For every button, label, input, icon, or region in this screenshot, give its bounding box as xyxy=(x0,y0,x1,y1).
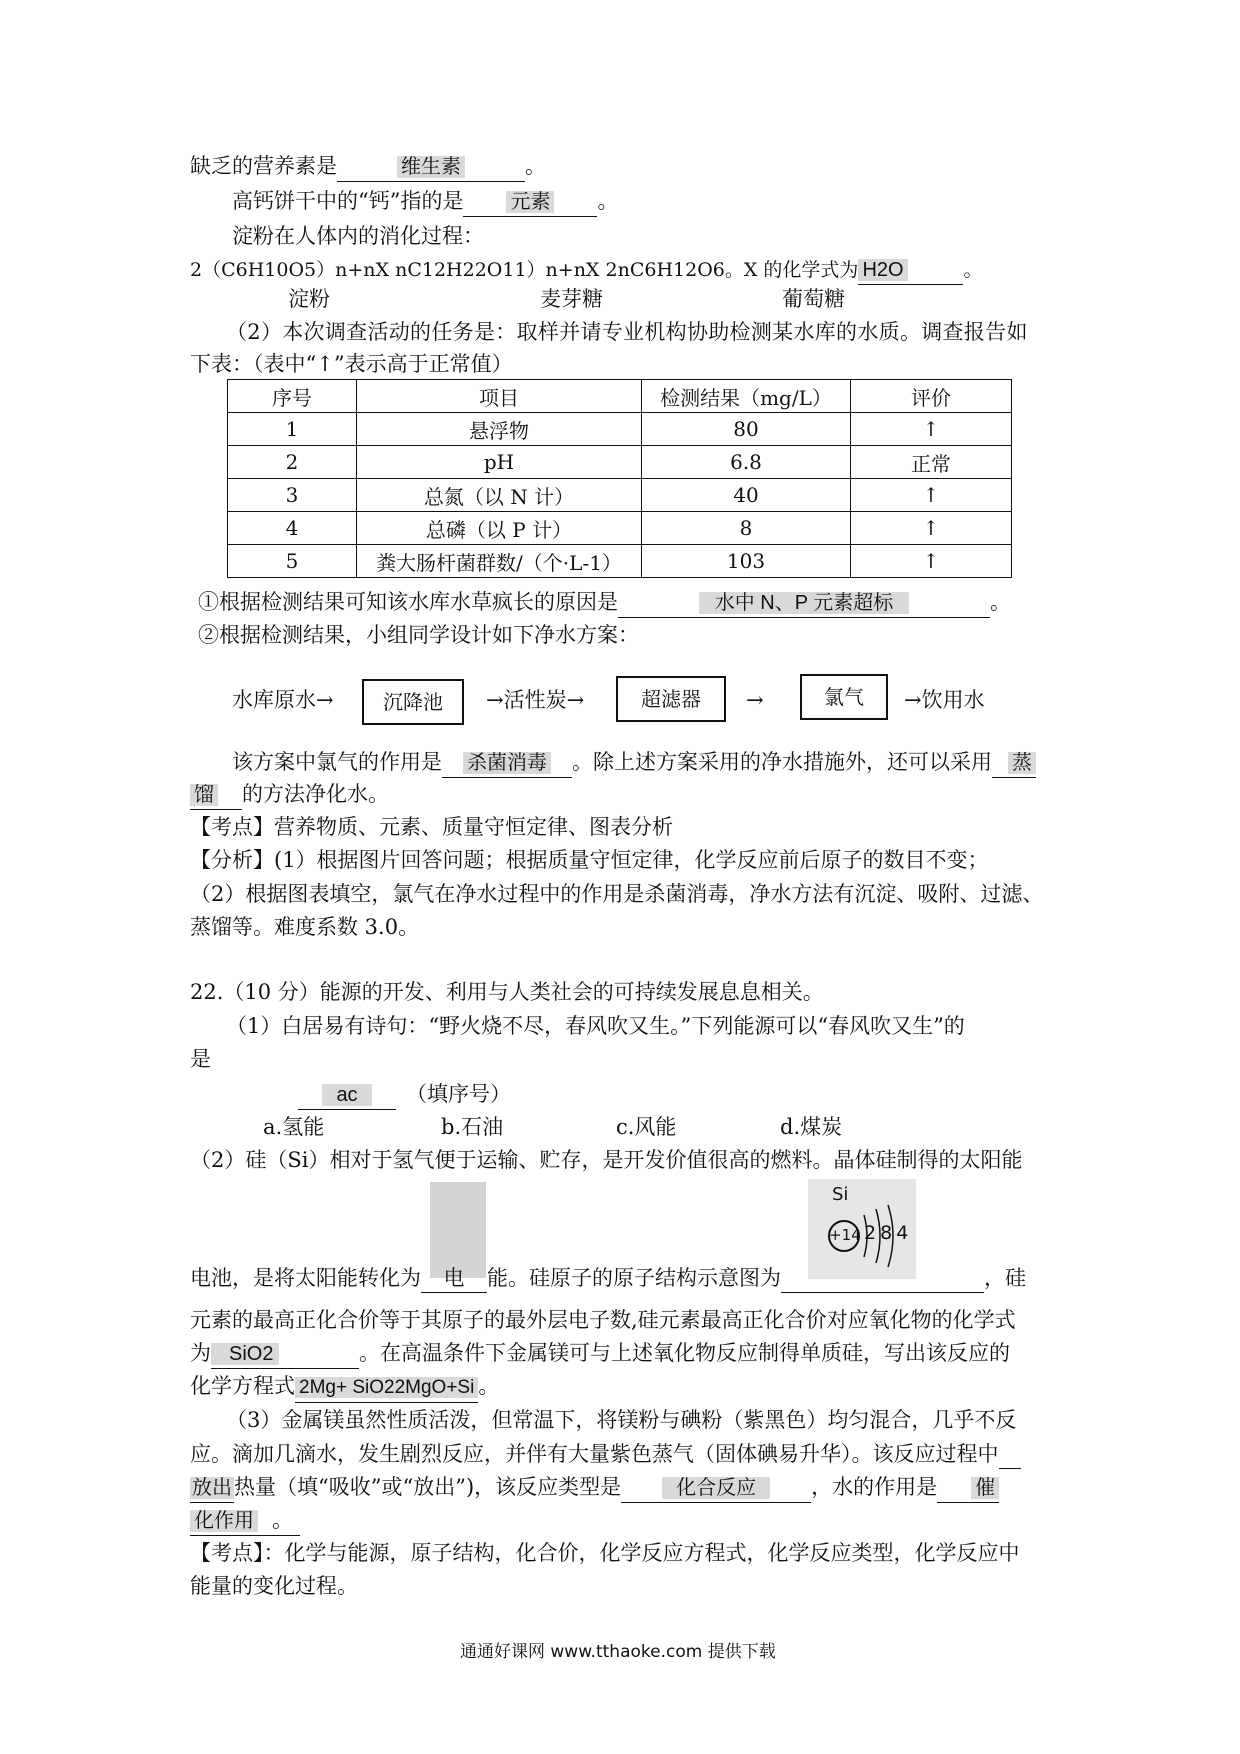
si-label: Si xyxy=(832,1184,849,1205)
line-survey-task: （2）本次调查活动的任务是：取样并请专业机构协助检测某水库的水质。调查报告如 xyxy=(226,320,1028,344)
col-header: 序号 xyxy=(228,380,357,413)
line-q22-3-2: 应。滴加几滴水，发生剧烈反应，并伴有大量紫色蒸气（固体碘易升华）。该反应过程中 xyxy=(190,1440,1021,1469)
line-solar-cell: 电池，是将太阳能转化为 电 能。硅原子的原子结构示意图为 ，硅 xyxy=(190,1264,1026,1293)
option-a: a.氢能 xyxy=(263,1115,325,1139)
line-q22-1: （1）白居易有诗句：“野火烧不尽，春风吹又生。”下列能源可以“春风吹又生”的 xyxy=(226,1014,965,1038)
answer-blank: 水中 N、P 元素超标 xyxy=(618,588,990,618)
line-chlorine-role-2: 馏 的方法净化水。 xyxy=(190,780,389,810)
col-header: 评价 xyxy=(851,380,1012,413)
flow-box-settling-tank: 沉降池 xyxy=(362,679,464,725)
line-key-points-2b: 能量的变化过程。 xyxy=(190,1574,358,1598)
answer-blank: 放出 xyxy=(190,1473,234,1503)
line-calcium: 高钙饼干中的“钙”指的是 元素 。 xyxy=(232,187,618,217)
answer-blank: 维生素 xyxy=(337,152,525,182)
line-q22-answer: ac （填序号） xyxy=(298,1080,511,1110)
table-header-row xyxy=(228,380,1012,413)
line-starch-digestion: 淀粉在人体内的消化过程： xyxy=(232,224,484,248)
label-maltose: 麦芽糖 xyxy=(540,287,603,311)
table-row: 2 pH 6.8 正常 xyxy=(228,446,1012,479)
line-key-points-2: 【考点】：化学与能源，原子结构，化合价，化学反应方程式，化学反应类型，化学反应中 xyxy=(190,1541,1020,1565)
line-analysis-1: 【分析】(1）根据图片回答问题；根据质量守恒定律，化学反应前后原子的数目不变； xyxy=(190,848,989,872)
col-header: 项目 xyxy=(357,380,642,413)
line-q22-1b: 是 xyxy=(190,1047,211,1071)
table-row: 5 粪大肠杆菌群数/（个·L-1） 103 ↑ xyxy=(228,545,1012,578)
answer-blank: 元素 xyxy=(463,187,597,217)
answer-blank: H2O xyxy=(858,256,963,285)
line-nutrient: 缺乏的营养素是 维生素 。 xyxy=(190,152,546,182)
answer-blank: 催 xyxy=(937,1473,999,1503)
si-nucleus-charge: +14 xyxy=(829,1226,861,1244)
line-analysis-3: 蒸馏等。难度系数 3.0。 xyxy=(190,915,420,939)
answer-blank xyxy=(781,1264,984,1293)
answer-blank xyxy=(999,1440,1021,1469)
line-q22-2: （2）硅（Si）相对于氢气便于运输、贮存，是开发价值很高的燃料。晶体硅制得的太阳能 xyxy=(190,1148,1023,1172)
line-oxide-1: 元素的最高正化合价等于其原子的最外层电子数,硅元素最高正化合价对应氧化物的化学式 xyxy=(190,1308,1016,1332)
line-key-points-1: 【考点】营养物质、元素、质量守恒定律、图表分析 xyxy=(190,815,673,839)
option-d: d.煤炭 xyxy=(780,1115,843,1139)
line-q22-3-1: （3）金属镁虽然性质活泼，但常温下，将镁粉与碘粉（紫黑色）均匀混合，几乎不反 xyxy=(226,1408,1017,1432)
answer-blank: 蒸 xyxy=(992,748,1036,778)
option-b: b.石油 xyxy=(441,1115,504,1139)
line-oxide-2: 为 SiO2 。在高温条件下金属镁可与上述氧化物反应制得单质硅，写出该反应的 xyxy=(190,1339,1010,1369)
table-row: 1 悬浮物 80 ↑ xyxy=(228,413,1012,446)
line-question-1: ①根据检测结果可知该水库水草疯长的原因是 水中 N、P 元素超标 。 xyxy=(198,588,1011,618)
flow-mid: →活性炭→ xyxy=(486,688,585,712)
flow-box-chlorine: 氯气 xyxy=(800,674,888,720)
flow-box-ultrafilter: 超滤器 xyxy=(616,676,726,722)
line-equation-2: 化学方程式 2Mg+ SiO22MgO+Si 。 xyxy=(190,1372,499,1403)
label-starch: 淀粉 xyxy=(288,287,330,311)
answer-blank: SiO2 xyxy=(211,1339,359,1369)
line-table-intro: 下表：（表中“↑”表示高于正常值） xyxy=(190,352,513,376)
line-equation: 2（C6H10O5）n+nX nC12H22O11）n+nX 2nC6H12O6。X 的化学式为 H2O 。 xyxy=(190,256,982,285)
page-footer: 通通好课网 www.tthaoke.com 提供下载 xyxy=(460,1642,776,1662)
line-chlorine-role: 该方案中氯气的作用是 杀菌消毒 。除上述方案采用的净水措施外，还可以采用 蒸 xyxy=(232,748,1036,778)
option-c: c.风能 xyxy=(616,1115,677,1139)
flow-start: 水库原水→ xyxy=(232,688,334,712)
answer-blank: 化作用 。 xyxy=(190,1506,300,1536)
si-electron-counts: 2 8 4 xyxy=(864,1222,908,1244)
table-row: 4 总磷（以 P 计） 8 ↑ xyxy=(228,512,1012,545)
line-question-2: ②根据检测结果，小组同学设计如下净水方案： xyxy=(198,623,639,647)
flow-arrow: → xyxy=(746,688,764,712)
col-header: 检测结果（mg/L） xyxy=(642,380,851,413)
answer-blank: 电 xyxy=(421,1264,487,1293)
flow-end: →饮用水 xyxy=(904,688,985,712)
line-q22-3-4 xyxy=(190,1506,300,1536)
answer-blank: 馏 xyxy=(190,780,242,810)
line-q22: 22.（10 分）能源的开发、利用与人类社会的可持续发展息息相关。 xyxy=(190,980,824,1004)
answer-blank: 杀菌消毒 xyxy=(442,748,572,778)
answer-blank: 化合反应 xyxy=(621,1473,811,1503)
answer-blank: ac xyxy=(298,1080,396,1110)
table-row: 3 总氮（以 N 计） 40 ↑ xyxy=(228,479,1012,512)
line-analysis-2: （2）根据图表填空，氯气在净水过程中的作用是杀菌消毒，净水方法有沉淀、吸附、过滤、 xyxy=(190,882,1044,906)
line-q22-3-3: 放出热量（填“吸收”或“放出”)，该反应类型是 化合反应 ，水的作用是 催 xyxy=(190,1473,999,1503)
answer-blank: 2Mg+ SiO22MgO+Si xyxy=(295,1372,478,1403)
label-glucose: 葡萄糖 xyxy=(782,287,845,311)
water-quality-table xyxy=(227,379,1012,578)
